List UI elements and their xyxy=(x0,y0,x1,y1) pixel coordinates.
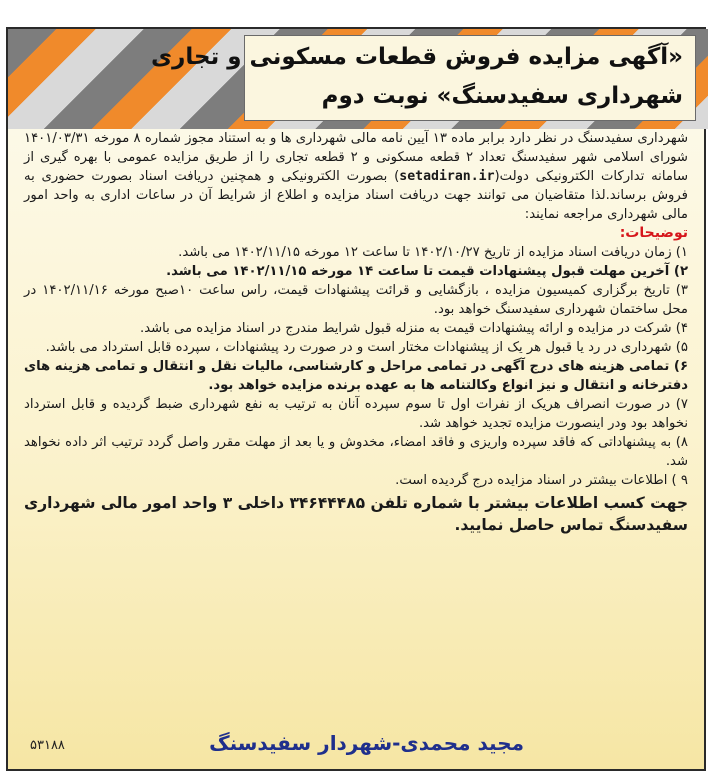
contact-info: جهت کسب اطلاعات بیشتر با شماره تلفن ۳۴۶۴۴۴۸۵ داخلی ۳ واحد امور مالی شهرداری سفیدسنگ تماس حاصل نمایید. xyxy=(24,494,688,534)
note-item-6: ۶) تمامی هزینه های درج آگهی در تمامی مراحل و کارشناسی، مالیات نقل و انتقال و تمامی هزینه های دفترخانه و انتقال و نیز انواع وکالتنامه ها به عهده برنده مزایده خواهد بود. xyxy=(24,359,688,393)
mayor-signature: مجید محمدی-شهردار سفیدسنگ xyxy=(209,731,524,755)
note-item-7: ۷) در صورت انصراف هریک از نفرات اول تا سوم سپرده آنان به ترتیب به نفع شهرداری ضبط گردیده و قابل استرداد نخواهد بود ودر اینصورت مزایده تجدید خواهد شد. xyxy=(24,397,688,431)
note-item-3: ۳) تاریخ برگزاری کمیسیون مزایده ، بازگشایی و قرائت پیشنهادات قیمت، راس ساعت ۱۰صبح مورخه ۱۴۰۲/۱۱/۱۶ در محل ساختمان شهرداری سفیدسنگ خواهد بود. xyxy=(24,283,689,317)
title-box xyxy=(151,35,696,121)
announcement-frame xyxy=(6,27,706,771)
note-item-5: ۵) شهرداری در رد یا قبول هر یک از پیشنهادات مختار است و در صورت رد پیشنهادات ، سپرده قابل استرداد می باشد. xyxy=(45,340,688,355)
intro-part-2: ) بصورت الکترونیکی و همچنین دریافت اسناد بصورت حضوری به فروش برساند.لذا متقاضیان می توانند جهت دریافت اسناد مزایده و اطلاع از شرایط آن در ساعات اداری به واحد امور مالی شهرداری مراجعه نمایند: xyxy=(24,169,688,222)
notes-heading: توضیحات: xyxy=(619,225,688,241)
ad-code: ۵۳۱۸۸ xyxy=(30,738,65,753)
note-item-9: ۹ ) اطلاعات بیشتر در اسناد مزایده درج گردیده است. xyxy=(395,473,688,488)
note-item-2: ۲) آخرین مهلت قبول پیشنهادات قیمت تا ساعت ۱۴ مورخه ۱۴۰۲/۱۱/۱۵ می باشد. xyxy=(166,264,688,279)
note-item-1: ۱) زمان دریافت اسناد مزایده از تاریخ ۱۴۰۲/۱۰/۲۷ تا ساعت ۱۲ مورخه ۱۴۰۲/۱۱/۱۵ می باشد. xyxy=(178,245,688,260)
title-line-2: شهرداری سفیدسنگ» نوبت دوم xyxy=(321,83,683,109)
note-item-8: ۸) به پیشنهاداتی که فاقد سپرده واریزی و فاقد امضاء، مخدوش و یا بعد از مهلت مقرر واصل گردد ترتیب اثر داده نخواهد شد. xyxy=(24,435,688,469)
announcement-body xyxy=(24,129,688,536)
title-line-1: «آگهی مزایده فروش قطعات مسکونی و تجاری xyxy=(151,44,683,70)
website-text: setadiran.ir xyxy=(399,169,495,184)
note-item-4: ۴) شرکت در مزایده و ارائه پیشنهادات قیمت به منزله قبول شرایط مندرج در اسناد مزایده می باشد. xyxy=(140,321,688,336)
intro-part-1: شهرداری سفیدسنگ در نظر دارد برابر ماده ۱۳ آیین نامه مالی شهرداری ها و به استناد مجوز شماره ۸ مورخه ۱۴۰۱/۰۳/۳۱ شورای اسلامی شهر سفیدسنگ تعداد ۲ قطعه مسکونی و ۲ قطعه تجاری را از طریق مزایده عمومی با بهره گیری از سامانه تدارکات الکترونیکی دولت( xyxy=(24,131,688,184)
intro-paragraph xyxy=(24,129,688,224)
